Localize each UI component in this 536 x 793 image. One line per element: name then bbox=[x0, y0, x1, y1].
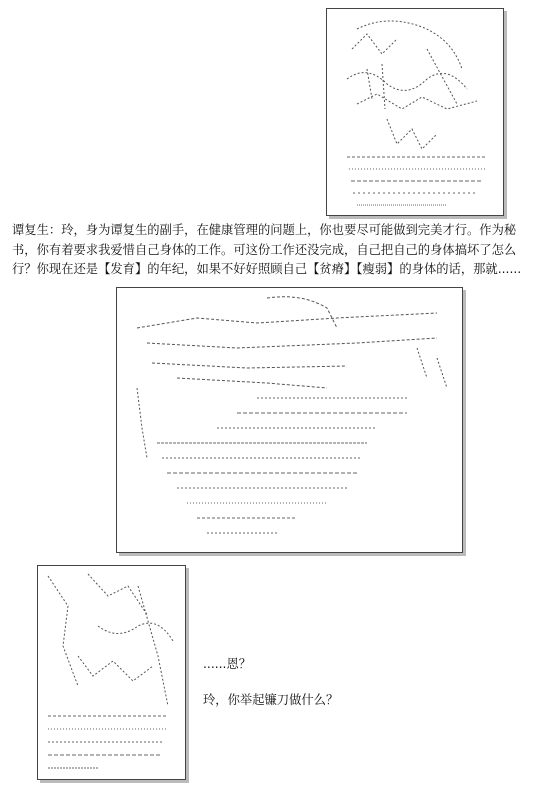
ascii-art-figure-1 bbox=[327, 9, 503, 215]
dialogue-line-2: 玲，你举起镰刀做什么？ bbox=[203, 693, 339, 707]
narration-text: 谭复生：玲，身为谭复生的副手，在健康管理的问题上，你也要尽可能做到完美才行。作为秘书，你有着要求我爱惜自己身体的工作。可这份工作还没完成，自己把自己的身体搞坏了怎么行？你现在还是【发育】的年纪，如果不好好照顾自己【贫瘠】【瘦弱】的身体的话，那就...... bbox=[12, 223, 522, 276]
ascii-art-figure-2 bbox=[117, 288, 462, 552]
panel-3 bbox=[37, 565, 186, 780]
ascii-art-figure-3 bbox=[38, 566, 185, 779]
panel-1 bbox=[326, 8, 504, 216]
dialogue-line-1: ......恩？ bbox=[203, 657, 252, 671]
panel-2 bbox=[116, 287, 463, 553]
